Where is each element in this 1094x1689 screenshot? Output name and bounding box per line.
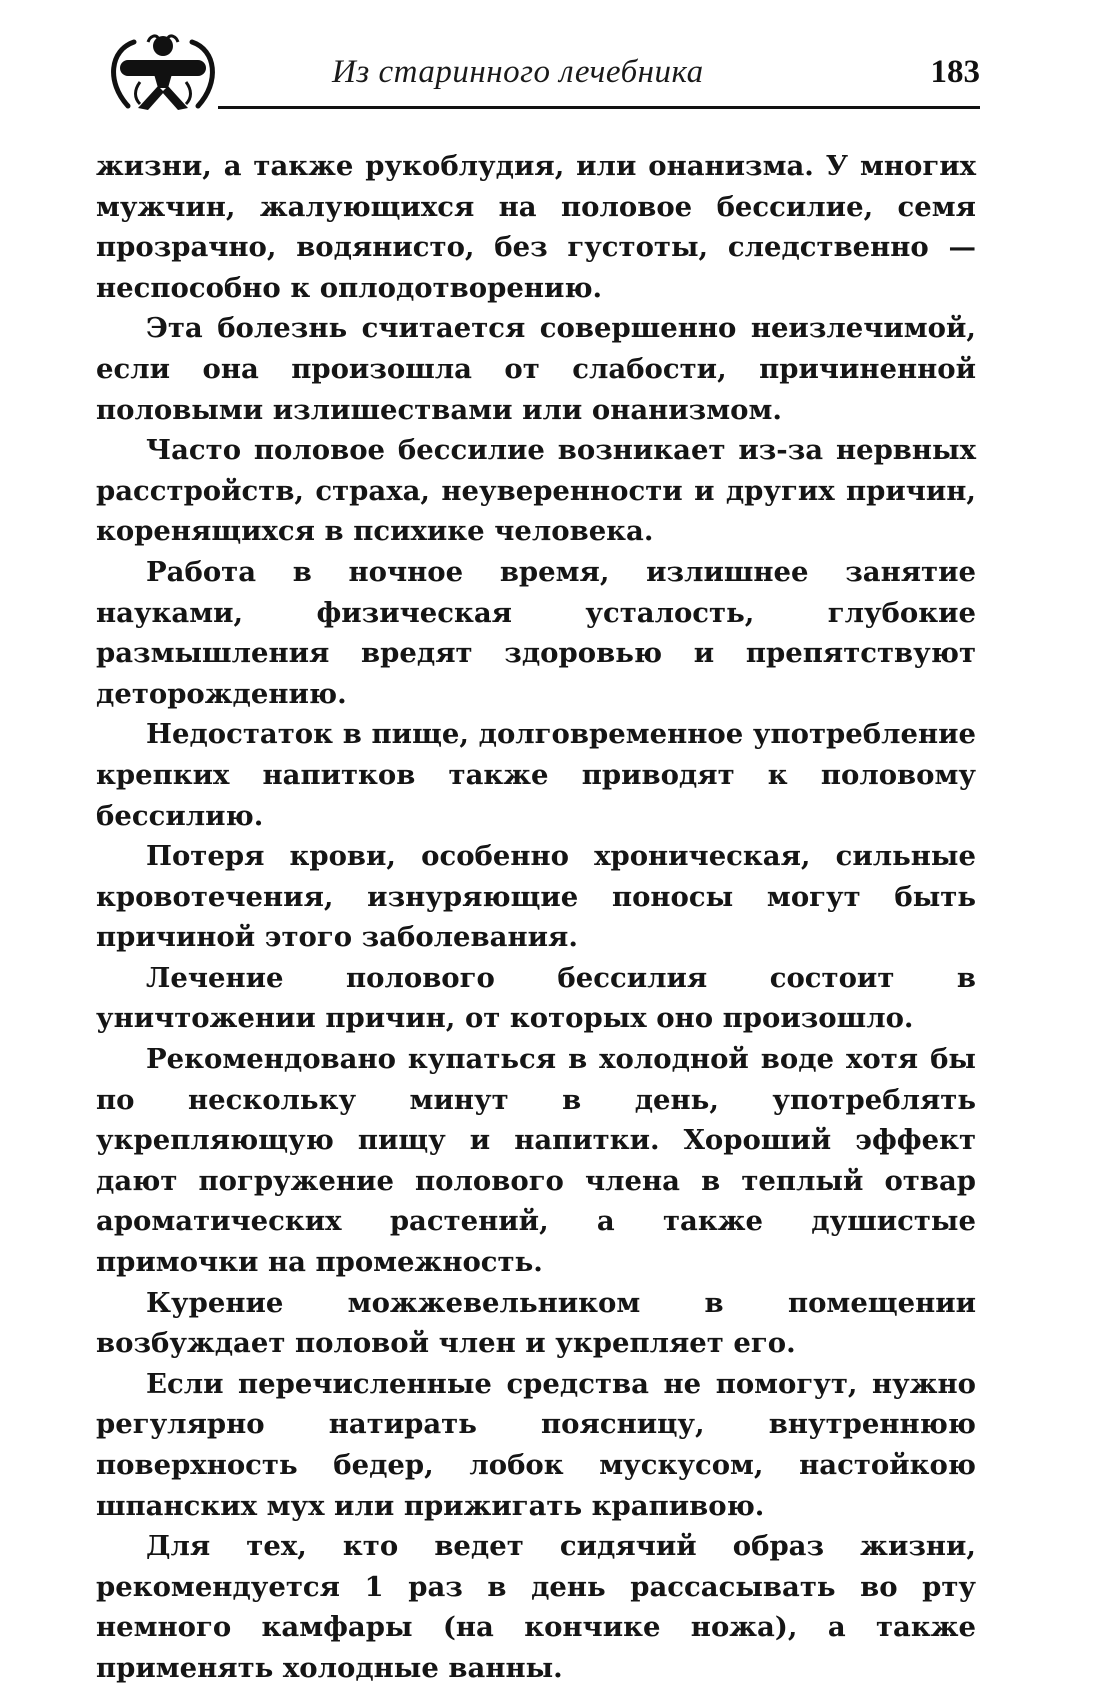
header-rule	[218, 106, 980, 109]
figure-emblem-icon	[104, 32, 222, 114]
body-text	[96, 146, 976, 1689]
paragraph: Работа в ночное время, излишнее занятие науками, физическая усталость, глубокие размышления вредят здоровью и препятствуют деторождению.	[96, 555, 976, 710]
paragraph: жизни, а также рукоблудия, или онанизма. У многих мужчин, жалующихся на половое бессилие, семя прозрачно, водянисто, без густоты, следственно — неспособно к оплодотворению.	[96, 150, 976, 304]
paragraph: Рекомендовано купаться в холодной воде хотя бы по нескольку минут в день, употреблять укрепляющую пищу и напитки. Хороший эффект дают погружение полового члена в теплый отвар ароматических растений, а также душистые примочки на промежность.	[96, 1043, 976, 1279]
paragraph: Курение можжевельником в помещении возбуждает половой член и укрепляет его.	[96, 1286, 976, 1360]
page-number: 183	[930, 54, 980, 90]
paragraph: Недостаток в пище, долговременное употребление крепких напитков также приводят к половому бессилию.	[96, 718, 976, 832]
paragraph: Если перечисленные средства не помогут, нужно регулярно натирать поясницу, внутреннюю поверхность бедер, лобок мускусом, настойкою шпанских мух или прижигать крапивою.	[96, 1367, 976, 1522]
paragraph: Эта болезнь считается совершенно неизлечимой, если она произошла от слабости, причиненной половыми излишествами или онанизмом.	[96, 312, 976, 426]
paragraph: Часто половое бессилие возникает из-за нервных расстройств, страха, неуверенности и других причин, коренящихся в психике человека.	[96, 434, 976, 548]
page-header	[100, 28, 980, 118]
running-title: Из старинного лечебника	[332, 54, 704, 90]
paragraph: Лечение полового бессилия состоит в уничтожении причин, от которых оно произошло.	[96, 961, 976, 1035]
paragraph: Для тех, кто ведет сидячий образ жизни, рекомендуется 1 раз в день рассасывать во рту немного камфары (на кончике ножа), а также применять холодные ванны.	[96, 1530, 976, 1684]
paragraph: Потеря крови, особенно хроническая, сильные кровотечения, изнуряющие поносы могут быть причиной этого заболевания.	[96, 840, 976, 954]
